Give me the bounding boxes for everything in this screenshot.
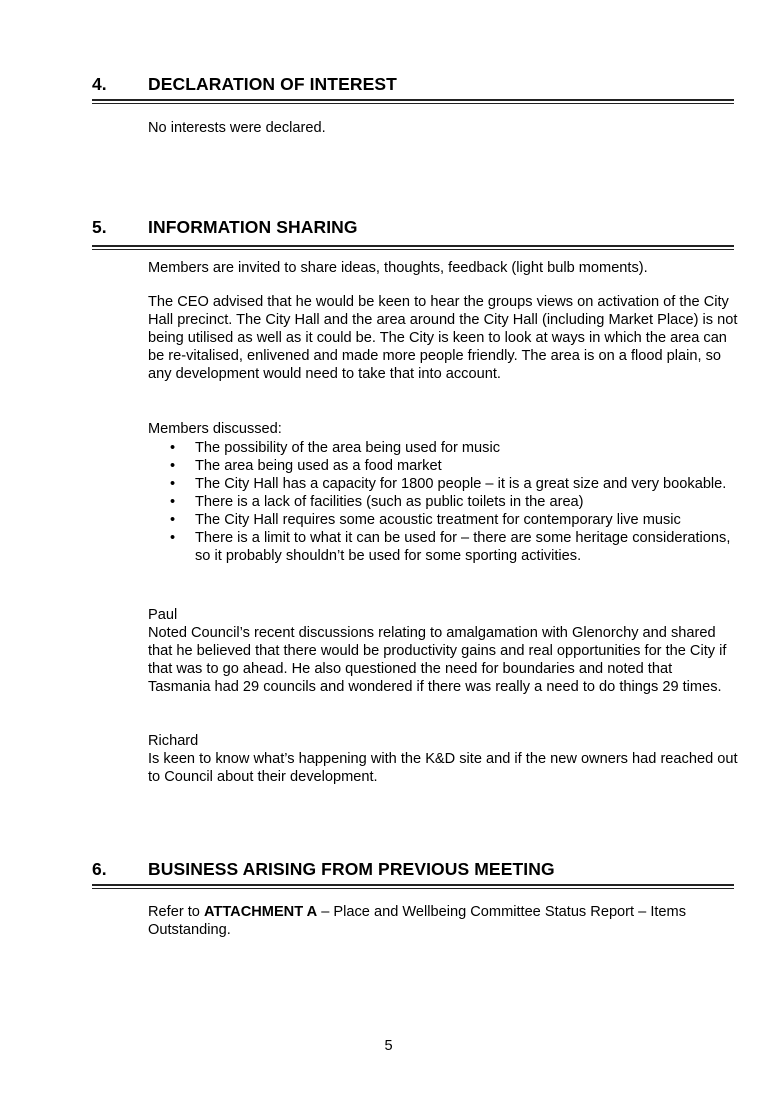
paul-block [148,606,738,696]
section-5-title: INFORMATION SHARING [148,217,358,237]
bullet-icon: • [170,512,176,528]
bullet-icon: • [170,440,176,456]
richard-text: Is keen to know what’s happening with the K&D site and if the new owners had reached out to Council about their development. [148,751,738,785]
list-item: • The area being used as a food market [170,458,442,474]
section-5-ceo [148,293,738,383]
paul-name: Paul [148,607,178,623]
bullet-icon: • [170,530,176,546]
list-item: • There is a lack of facilities (such as public toilets in the area) [170,494,584,510]
section-5-members [148,420,738,438]
page-number: 5 [384,1038,393,1054]
richard-name: Richard [148,733,199,749]
section-6-body [148,903,738,939]
bullet-icon: • [170,458,176,474]
list-item: • The City Hall requires some acoustic treatment for contemporary live music [170,512,681,528]
list-item: • There is a limit to what it can be used for – there are some heritage considerations, so it probably shouldn’t be used for some sporting activities. [170,530,731,564]
section-6-title: BUSINESS ARISING FROM PREVIOUS MEETING [148,859,555,879]
ceo-paragraph: The CEO advised that he would be keen to hear the groups views on activation of the City Hall precinct. The City Hall and the area around the City Hall (including Market Place) is not being utilised as well as it could be. The City is keen to look at ways in which the area can be re-vitalised, enlivened and made more people friendly. The area is on a flood plain, so any development would need to take that into account. [148,294,738,382]
members-discussed-label: Members discussed: [148,421,282,437]
list-item: • The City Hall has a capacity for 1800 people – it is a great size and very bookable. [170,476,727,492]
section-6-rule [92,884,734,889]
richard-block [148,732,738,786]
section-5-rule [92,245,734,250]
attachment-reference: ATTACHMENT A [203,904,318,920]
section-4-body [148,119,738,137]
discussion-list [148,439,738,565]
refer-paragraph: Refer to ATTACHMENT A – Place and Wellbeing Committee Status Report – Items Outstanding. [148,904,686,938]
list-item: • The possibility of the area being used for music [170,440,501,456]
section-5-number: 5. [92,217,107,237]
paul-text: Noted Council’s recent discussions relating to amalgamation with Glenorchy and shared that he believed that there would be productivity gains and real opportunities for the City if that was to go ahead. He also questioned the need for boundaries and noted that Tasmania had 29 councils and wondered if there was really a need to do things 29 times. [148,625,727,695]
bullet-icon: • [170,476,176,492]
no-interests-text: No interests were declared. [148,120,326,136]
section-5-intro [148,259,738,277]
section-4-rule [92,99,734,104]
section-4-number: 4. [92,74,107,94]
section-6-number: 6. [92,859,107,879]
bullet-icon: • [170,494,176,510]
intro-paragraph: Members are invited to share ideas, thoughts, feedback (light bulb moments). [148,260,648,276]
section-4-title: DECLARATION OF INTEREST [148,74,397,94]
